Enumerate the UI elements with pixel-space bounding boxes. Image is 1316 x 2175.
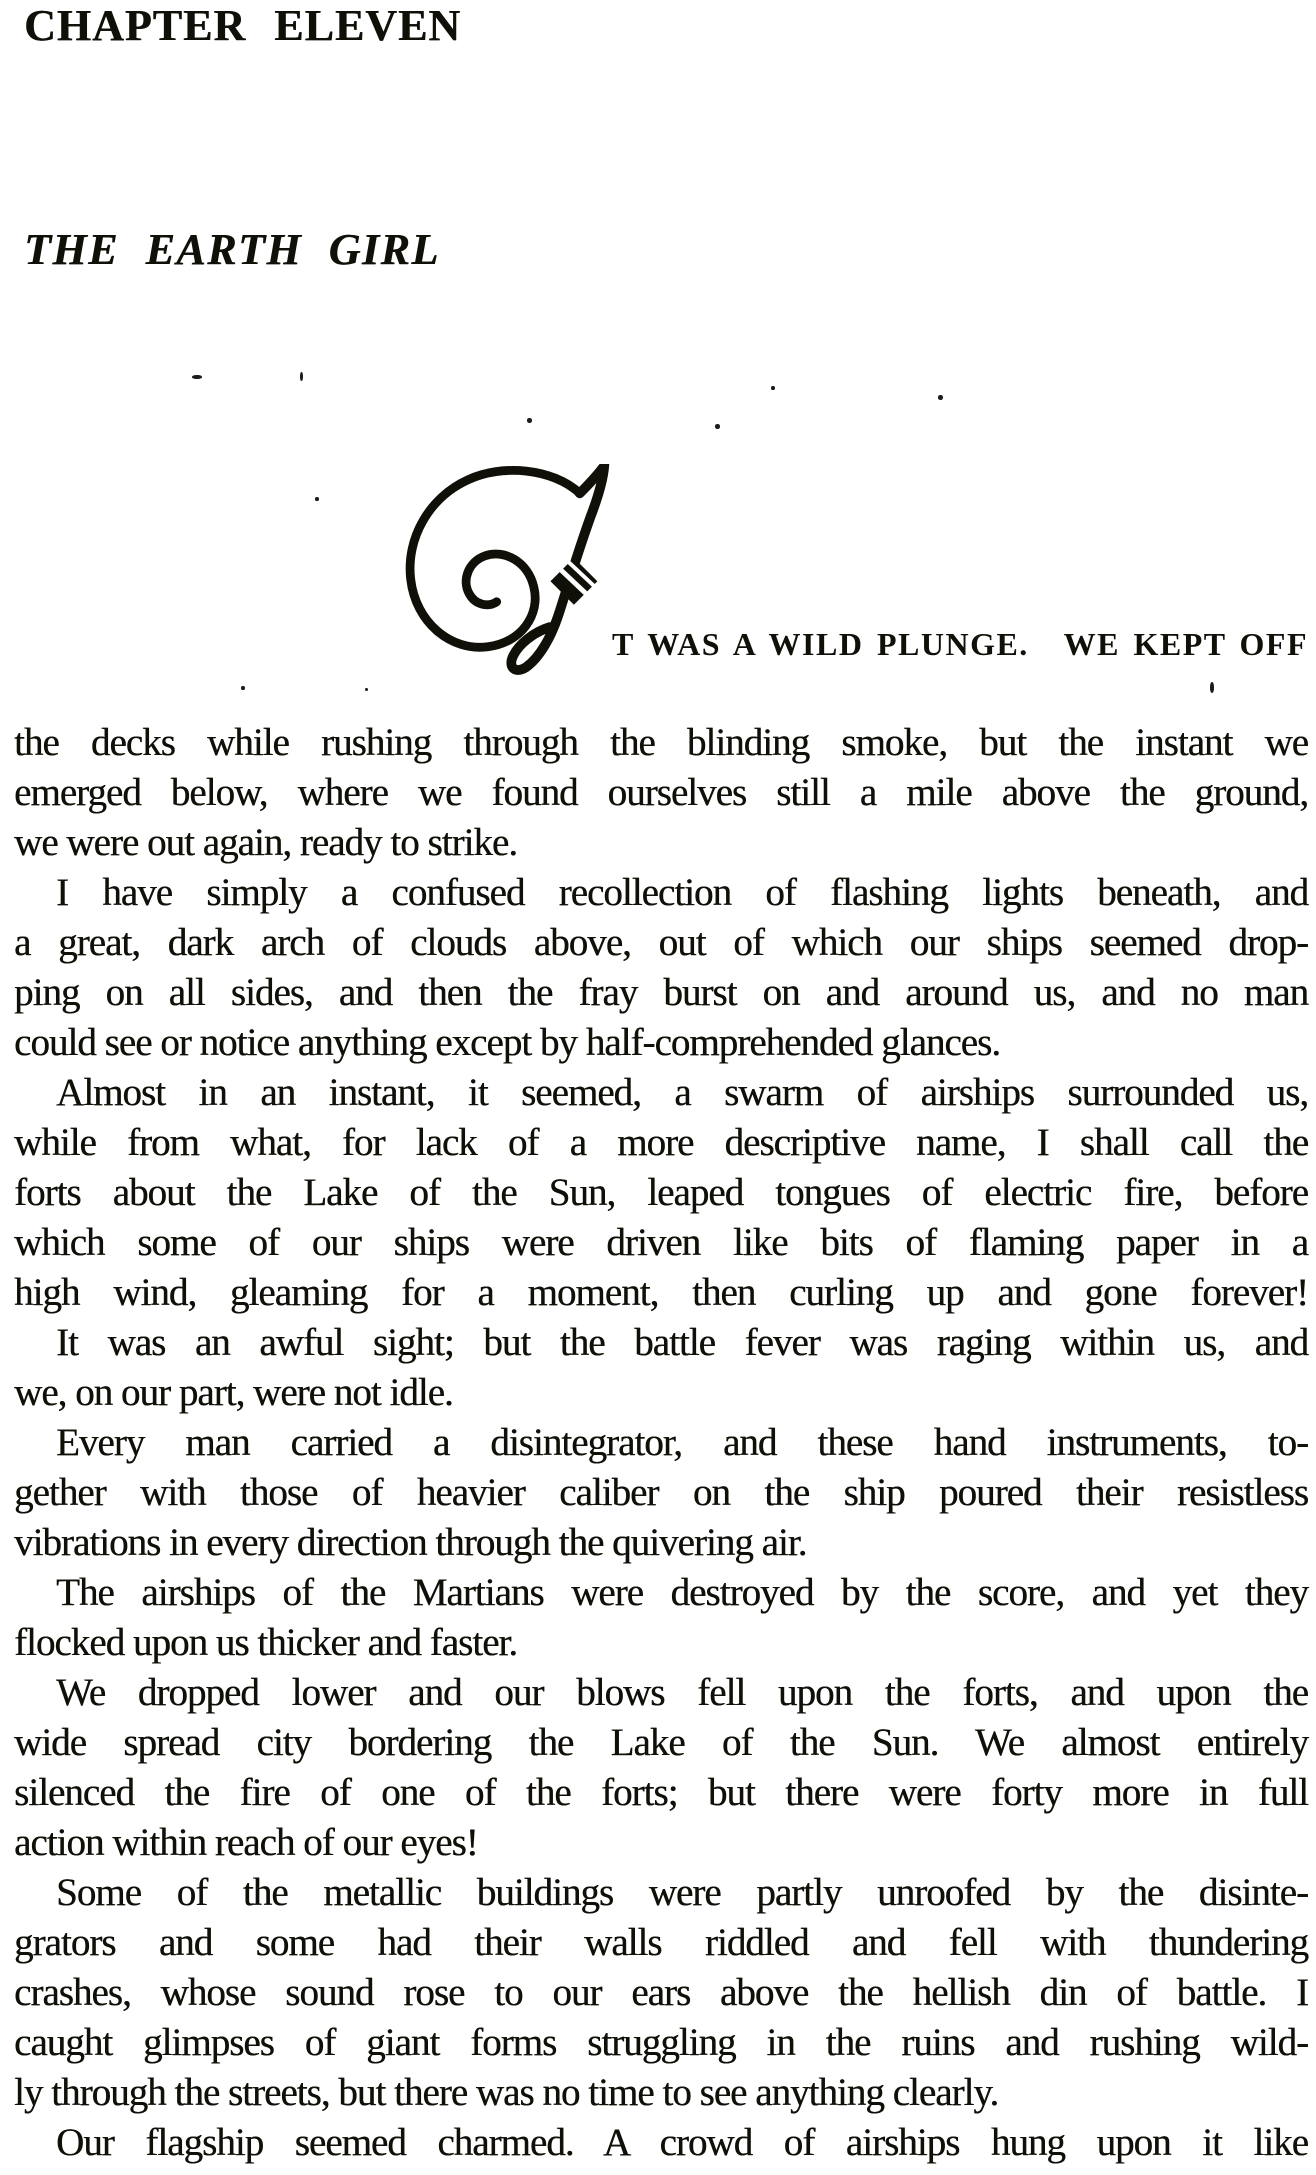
- chapter-title: THE EARTH GIRL: [24, 225, 440, 274]
- text-line: wide spread city bordering the Lake of the Sun. We almost entirely: [14, 1721, 1308, 1764]
- body-text: [14, 718, 1308, 2168]
- text-line: the decks while rushing through the blinding smoke, but the instant we: [14, 721, 1308, 764]
- scan-speck: [771, 386, 775, 390]
- text-line: could see or notice anything except by half-comprehended glances.: [14, 1021, 1000, 1064]
- text-line: It was an awful sight; but the battle fever was raging within us, and: [56, 1321, 1308, 1364]
- text-line: crashes, whose sound rose to our ears above the hellish din of battle. I: [14, 1971, 1308, 2014]
- text-line: we, on our part, were not idle.: [14, 1371, 453, 1414]
- text-line: caught glimpses of giant forms struggling in the ruins and rushing wild-: [14, 2021, 1308, 2064]
- text-line: high wind, gleaming for a moment, then curling up and gone forever!: [14, 1271, 1308, 1314]
- text-line: vibrations in every direction through the quivering air.: [14, 1521, 807, 1564]
- text-line: while from what, for lack of a more descriptive name, I shall call the: [14, 1121, 1308, 1164]
- text-line: I have simply a confused recollection of flashing lights beneath, and: [56, 871, 1308, 914]
- scan-speck: [192, 375, 202, 379]
- scan-speck: [715, 424, 720, 429]
- text-line: Every man carried a disintegrator, and these hand instruments, to-: [56, 1421, 1308, 1464]
- text-line: action within reach of our eyes!: [14, 1821, 478, 1864]
- scan-speck: [241, 686, 245, 690]
- chapter-heading: CHAPTER ELEVEN: [24, 1, 462, 50]
- text-line: we were out again, ready to strike.: [14, 821, 518, 864]
- text-line: ly through the streets, but there was no time to see anything clearly.: [14, 2071, 999, 2114]
- text-line: Our flagship seemed charmed. A crowd of airships hung upon it like: [56, 2121, 1308, 2164]
- scan-speck: [315, 497, 319, 501]
- scan-speck: [300, 372, 303, 381]
- opening-line-right: WE KEPT OFF: [1063, 626, 1308, 662]
- text-line: The airships of the Martians were destroyed by the score, and yet they: [56, 1571, 1308, 1614]
- text-line: a great, dark arch of clouds above, out of which our ships seemed drop-: [14, 921, 1308, 964]
- scan-speck: [938, 395, 943, 400]
- scan-speck: [527, 418, 532, 423]
- text-line: flocked upon us thicker and faster.: [14, 1621, 518, 1664]
- opening-smallcaps-line: [612, 620, 1308, 668]
- text-line: We dropped lower and our blows fell upon the forts, and upon the: [56, 1671, 1308, 1714]
- text-line: grators and some had their walls riddled and fell with thundering: [14, 1921, 1308, 1964]
- text-line: gether with those of heavier caliber on the ship poured their resistless: [14, 1471, 1308, 1514]
- text-line: Some of the metallic buildings were partly unroofed by the disinte-: [56, 1871, 1308, 1914]
- text-line: emerged below, where we found ourselves still a mile above the ground,: [14, 771, 1308, 814]
- scan-speck: [1210, 682, 1214, 693]
- text-line: silenced the fire of one of the forts; but there were forty more in full: [14, 1771, 1308, 1814]
- opening-line-left: T WAS A WILD PLUNGE.: [612, 626, 1029, 662]
- scan-speck: [365, 688, 368, 691]
- dropcap-initial-icon: [388, 464, 623, 679]
- text-line: forts about the Lake of the Sun, leaped tongues of electric fire, before: [14, 1171, 1308, 1214]
- text-line: ping on all sides, and then the fray burst on and around us, and no man: [14, 971, 1308, 1014]
- text-line: Almost in an instant, it seemed, a swarm of airships surrounded us,: [56, 1071, 1308, 1114]
- text-line: which some of our ships were driven like bits of flaming paper in a: [14, 1221, 1308, 1264]
